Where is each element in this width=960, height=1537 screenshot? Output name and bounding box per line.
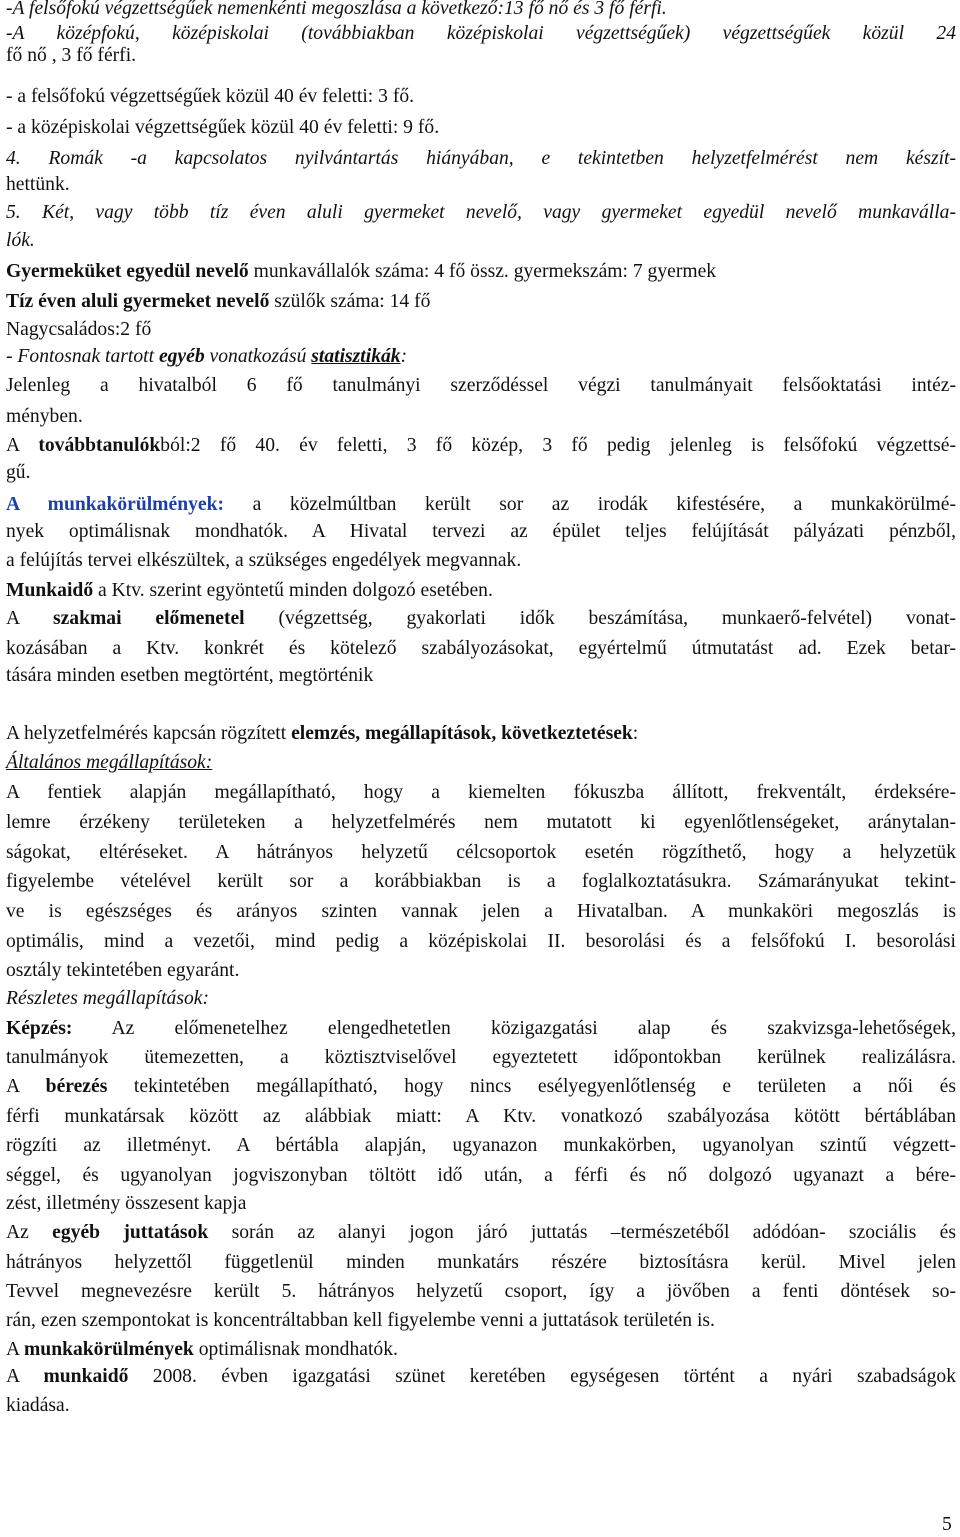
text-line: zést, illetmény összesent kapja [6, 1193, 247, 1214]
page-number: 5 [942, 1514, 952, 1535]
text-line: rán, ezen szempontokat is koncentráltabban kell figyelembe venni a juttatások területén is. [6, 1310, 715, 1331]
text-line: lók. [6, 230, 35, 251]
text-line: A helyzetfelmérés kapcsán rögzített elemzés, megállapítások, következtetések: [6, 723, 639, 744]
text-line: A szakmai előmenetel (végzettség, gyakorlati idők beszámítása, munkaerő-felvétel) vonat- [6, 608, 956, 629]
text-line: 5. Két, vagy több tíz éven aluli gyermeket nevelő, vagy gyermeket egyedül nevelő munkaválla- [6, 202, 956, 223]
text-line: kiadása. [6, 1395, 70, 1416]
text-line: - a felsőfokú végzettségűek közül 40 év feletti: 3 fő. [6, 86, 415, 107]
text-line: -A felsőfokú végzettségűek nemenkénti megoszlása a következő:13 fő nő és 3 fő férfi. [6, 0, 667, 19]
text-line: A munkaidő 2008. évben igazgatási szünet keretében egységesen történt a nyári szabadságok [6, 1366, 956, 1387]
text-line: -A középfokú, középiskolai (továbbiakban középiskolai végzettségűek) végzettségűek közül 24 [6, 23, 956, 44]
text-line: - a középiskolai végzettségűek közül 40 év feletti: 9 fő. [6, 117, 440, 138]
text-line: nyek optimálisnak mondhatók. A Hivatal tervezi az épület teljes felújítását pályázati pénzből, [6, 521, 956, 542]
text-line: séggel, és ugyanolyan jogviszonyban töltött idő után, a férfi és nő dolgozó ugyanazt a bére- [6, 1165, 956, 1186]
text-line: A munkakörülmények: a közelmúltban került sor az irodák kifestésére, a munkakörülmé- [6, 494, 957, 515]
text-line: Nagycsaládos:2 fő [6, 319, 152, 340]
text-line: rögzíti az illetményt. A bértábla alapján, ugyanazon munkakörben, ugyanolyan szintű végzett- [6, 1135, 956, 1156]
text-line: Jelenleg a hivatalból 6 fő tanulmányi szerződéssel végzi tanulmányait felsőoktatási intéz- [6, 375, 956, 396]
text-line: Munkaidő a Ktv. szerint egyöntetű minden dolgozó esetében. [6, 580, 493, 601]
text-line: gű. [6, 462, 31, 483]
section-heading: - Fontosnak tartott egyéb vonatkozású statisztikák: [6, 346, 408, 367]
text-line: ságokat, eltéréseket. A hátrányos helyzetű célcsoportok esetén rögzíthető, hogy a helyzetük [6, 842, 956, 863]
text-line: A továbbtanulókból:2 fő 40. év feletti, 3 fő közép, 3 fő pedig jelenleg is felsőfokú végzettsé- [6, 435, 956, 456]
text-line: Az egyéb juttatások során az alanyi jogon járó juttatás –természetéből adódóan- szociális és [6, 1222, 956, 1243]
text-line: férfi munkatársak között az alábbiak miatt: A Ktv. vonatkozó szabályozása kötött bértáblában [6, 1106, 956, 1127]
text-line: optimális, mind a vezetői, mind pedig a középiskolai II. besorolási és a felsőfokú I. besorolási [6, 931, 956, 952]
subsection-heading: Általános megállapítások: [6, 752, 213, 773]
text-line: Gyermeküket egyedül nevelő munkavállalók száma: 4 fő össz. gyermekszám: 7 gyermek [6, 261, 717, 282]
text-line: osztály tekintetében egyaránt. [6, 960, 240, 981]
text-line: tására minden esetben megtörtént, megtörténik [6, 665, 374, 686]
text-line: A fentiek alapján megállapítható, hogy a kiemelten fókuszba állított, frekventált, érdeksére- [6, 782, 956, 803]
text-line: Tevvel megnevezésre került 5. hátrányos helyzetű csoport, így a jövőben a fenti döntések so- [6, 1281, 956, 1302]
text-line: 4. Romák -a kapcsolatos nyilvántartás hiányában, e tekintetben helyzetfelmérést nem készít- [6, 148, 956, 169]
text-line: hátrányos helyzettől függetlenül minden munkatárs részére biztosításra kerül. Mivel jelen [6, 1252, 956, 1273]
text-line: a felújítás tervei elkészültek, a szükséges engedélyek megvannak. [6, 550, 522, 571]
text-line: ményben. [6, 406, 83, 427]
text-line: hettünk. [6, 174, 70, 195]
text-line: A munkakörülmények optimálisnak mondhatók. [6, 1339, 398, 1360]
text-line: lemre érzékeny területeken a helyzetfelmérés nem mutatott ki egyenlőtlenségeket, aránytalan- [6, 812, 956, 833]
text-line: fő nő , 3 fő férfi. [6, 45, 137, 66]
text-line: Képzés: Az előmenetelhez elengedhetetlen közigazgatási alap és szakvizsga-lehetőségek, [6, 1018, 956, 1039]
text-line: tanulmányok ütemezetten, a köztisztviselővel egyeztetett időpontokban kerülnek realizálásra. [6, 1047, 956, 1068]
text-line: A bérezés tekintetében megállapítható, hogy nincs esélyegyenlőtlenség e területen a női és [6, 1076, 956, 1097]
text-line: kozásában a Ktv. konkrét és kötelező szabályozásokat, egyértelmű útmutatást ad. Ezek betar- [6, 638, 956, 659]
text-line: figyelembe vételével került sor a korábbiakban is a foglalkoztatásukra. Számarányukat tekint- [6, 871, 956, 892]
text-line: ve is egészséges és arányos szinten vannak jelen a Hivatalban. A munkaköri megoszlás is [6, 901, 956, 922]
subsection-heading: Részletes megállapítások: [6, 988, 209, 1009]
text-line: Tíz éven aluli gyermeket nevelő szülők száma: 14 fő [6, 291, 431, 312]
